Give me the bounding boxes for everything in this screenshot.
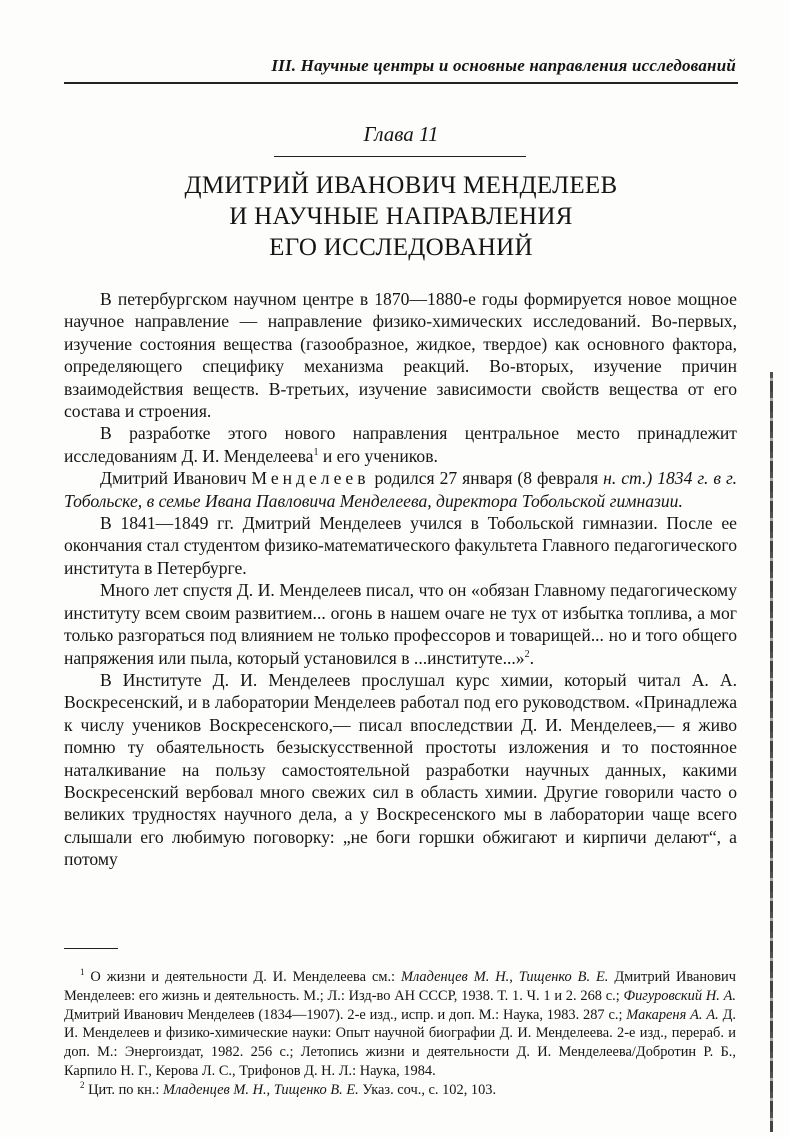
paragraph-4: В 1841—1849 гг. Дмитрий Менделеев учился в Тобольской гимназии. После ее окончания стал студентом физико-математического факультета Главного педагогического института в Петербурге. <box>64 513 737 578</box>
footnote-1-author-1: Младенцев М. Н., Тищенко В. Е. <box>400 969 609 985</box>
paragraph-6: В Институте Д. И. Менделеев прослушал курс химии, который читал А. А. Воскресенский, и в лаборатории Менделеев работал под его руководством. «Принадлежа к числу учеников Воскресенского,— писал впоследствии Д. И. Менделеев,— я живо помню ту обаятельность безыскусственной простоты изложения и то постоянное наталкивание на пользу самостоятельной разработки научных данных, какими Воскресенский вербовал много свежих сил в область химии. Другие говорили часто о великих трудностях научного дела, а у Воскресенского мы в лаборатории чаще всего слышали его любимую поговорку: „не боги горшки обжигают и кирпичи делают“, а потому <box>64 669 737 870</box>
paragraph-2-end: и его учеников. <box>318 445 438 466</box>
footnotes <box>64 968 736 1100</box>
footnote-2-authors: Младенцев М. Н., Тищенко В. Е. <box>162 1081 359 1098</box>
footnote-2-number: 2 <box>80 1079 85 1090</box>
chapter-title-line-2: И НАУЧНЫЕ НАПРАВЛЕНИЯ <box>229 203 573 230</box>
footnote-ref-1[interactable]: 1 <box>313 446 319 458</box>
body-text <box>64 288 737 871</box>
footnote-1-part-c: Дмитрий Иванович Менделеев: его жизнь и деятельность. М.; Л.: Изд-во АН СССР, 1938. Т. 1. Ч. 1 и 2. 268 с.; <box>64 969 736 1004</box>
chapter-title-line-1: ДМИТРИЙ ИВАНОВИЧ МЕНДЕЛЕЕВ <box>184 172 618 199</box>
chapter-rule <box>274 156 526 157</box>
footnote-rule <box>64 948 118 949</box>
footnote-2 <box>64 1081 736 1100</box>
footnote-2-part-c: Указ. соч., с. 102, 103. <box>358 1081 497 1098</box>
footnote-2-part-a: Цит. по кн.: <box>84 1081 163 1098</box>
chapter-label: Глава 11 <box>363 122 439 146</box>
footnote-1-part-e: Дмитрий Иванович Менделеев (1834—1907). 2-е изд., испр. и доп. М.: Наука, 1983. 287 с.; <box>64 1006 627 1023</box>
paragraph-3-start: Дмитрий Иванович <box>100 468 252 489</box>
footnote-1-part-a: О жизни и деятельности Д. И. Менделеева см.: <box>84 969 401 985</box>
paragraph-3-date: родился 27 января (8 февраля <box>369 468 604 489</box>
paragraph-2-text: В разработке этого нового направления центральное место принадлежит исследованиям Д. И. Менделеева <box>64 423 737 466</box>
footnote-1-part-g: Д. И. Менделеев и физико-химические науки: Опыт научной биографии Д. И. Менделеева. 2-е изд., перераб. и доп. М.: Энергоиздат, 1982. 256 с.; Летопись жизни и деятельности Д. И. Менделеева/Добротин Р. Б., Карпило Н. Г., Керова Л. С., Трифонов Д. Н. Л.: Наука, 1984. <box>64 1006 736 1079</box>
scan-edge-shadow <box>770 372 773 1132</box>
paragraph-1: В петербургском научном центре в 1870—1880-е годы формируется новое мощное научное направление — направление физико-химических исследований. Во-первых, изучение состояния вещества (газообразное, жидкое, твердое) как основного фактора, определяющего специфику механизма реакций. Во-вторых, изучение причин взаимодействия веществ. В-третьих, изучение зависимости свойств вещества от его состава и строения. <box>64 289 737 422</box>
paragraph-3 <box>64 467 737 512</box>
paragraph-5-end: . <box>529 647 535 668</box>
footnote-1 <box>64 968 736 1081</box>
footnote-1-author-3: Макареня А. А. <box>626 1006 719 1023</box>
running-head: III. Научные центры и основные направления исследований <box>271 56 736 75</box>
footnote-ref-2[interactable]: 2 <box>524 648 530 660</box>
paragraph-3-new-style: н. ст. <box>603 468 647 489</box>
chapter-title-line-3: ЕГО ИССЛЕДОВАНИЙ <box>269 234 533 261</box>
footnote-1-author-2: Фигуровский Н. А. <box>623 987 736 1004</box>
spaced-surname: Менделеев <box>251 468 370 489</box>
paragraph-2 <box>64 422 737 467</box>
paragraph-3-end: ) 1834 г. в г. Тобольске, в семье Ивана Павловича Менделеева, директора Тобольской гимназии. <box>64 468 737 511</box>
footnote-1-number: 1 <box>80 967 85 977</box>
paragraph-5 <box>64 579 737 669</box>
paragraph-5-text: Много лет спустя Д. И. Менделеев писал, что он «обязан Главному педагогическому институту всем своим развитием... огонь в нашем очаге не тух от избытка топлива, а мог только разгораться под влиянием не только профессоров и товарищей... но и того общего напряжения или пыла, который установился в ...институте...» <box>64 580 737 668</box>
header-rule <box>64 82 738 84</box>
chapter-title <box>64 170 738 263</box>
